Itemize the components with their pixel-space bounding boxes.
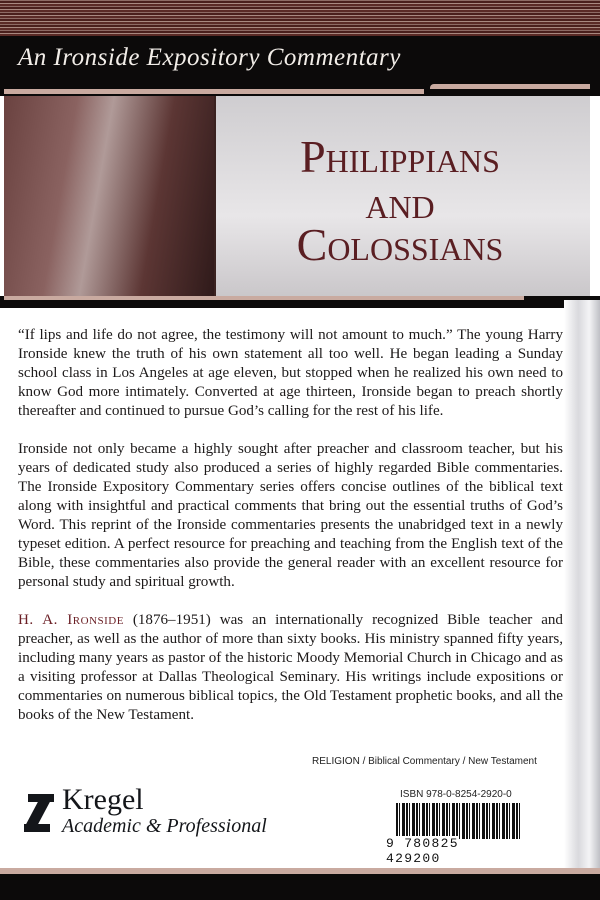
kregel-logo-icon bbox=[22, 792, 56, 832]
paragraph-author bbox=[18, 611, 563, 725]
texture-band bbox=[0, 0, 600, 36]
title-line-1: Philippians bbox=[300, 131, 500, 182]
series-title: An Ironside Expository Commentary bbox=[18, 44, 401, 71]
author-bio: (1876–1951) was an internationally recognized Bible teacher and preacher, as well as the author of more than sixty books. His ministry spanned fifty years, including many years as pastor of the historic Moody Memorial Church in Chicago and as a visiting professor at Dallas Theological Seminary. His writings include expositions or commentaries on numerous biblical topics, the Old Testament prophetic books, and all the books of the New Testament. bbox=[18, 612, 563, 723]
description bbox=[18, 326, 563, 744]
author-name: H. A. Ironside bbox=[18, 612, 124, 628]
barcode-number: 9 780825 429200 bbox=[386, 836, 459, 866]
publisher-name: Kregel bbox=[62, 783, 144, 816]
title-line-3: Colossians bbox=[296, 219, 504, 270]
paragraph-2: Ironside not only became a highly sought after preacher and classroom teacher, but his years of dedicated study also produced a series of highly regarded Bible commentaries. The Ironside Expository Commentary series offers concise outlines of the biblical text along with insightful and practical comments that bring out the essential truths of God’s Word. This reprint of the Ironside commentaries presents the unabridged text in a newly typeset edition. A perfect resource for preaching and teaching from the English text of the Bible, these commentaries also provide the general reader with an excellent resource for personal study and spiritual growth. bbox=[18, 441, 563, 590]
barcode bbox=[386, 803, 522, 866]
accent-stripe bbox=[0, 84, 600, 96]
panel-bottom-band bbox=[0, 296, 600, 308]
isbn: ISBN 978-0-8254-2920-0 bbox=[400, 789, 512, 800]
barcode-bars bbox=[396, 803, 522, 839]
category-label: RELIGION / Biblical Commentary / New Testament bbox=[312, 756, 537, 767]
publisher-imprint: Academic & Professional bbox=[62, 815, 267, 837]
publisher-logo bbox=[22, 785, 267, 838]
paragraph-1: “If lips and life do not agree, the testimony will not amount to much.” The young Harry Ironside knew the truth of his own statement all too well. He began leading a Sunday school class in Los Angeles at age eleven, but stopped when he realized his own need to know God more intimately. Converted at age thirteen, Ironside began to preach shortly thereafter and continued to pursue God’s calling for the rest of his life. bbox=[18, 327, 563, 419]
engraving-illustration bbox=[4, 96, 216, 296]
spine-edge bbox=[564, 300, 600, 870]
footer-band bbox=[0, 874, 600, 900]
title-line-2: and bbox=[365, 177, 435, 228]
